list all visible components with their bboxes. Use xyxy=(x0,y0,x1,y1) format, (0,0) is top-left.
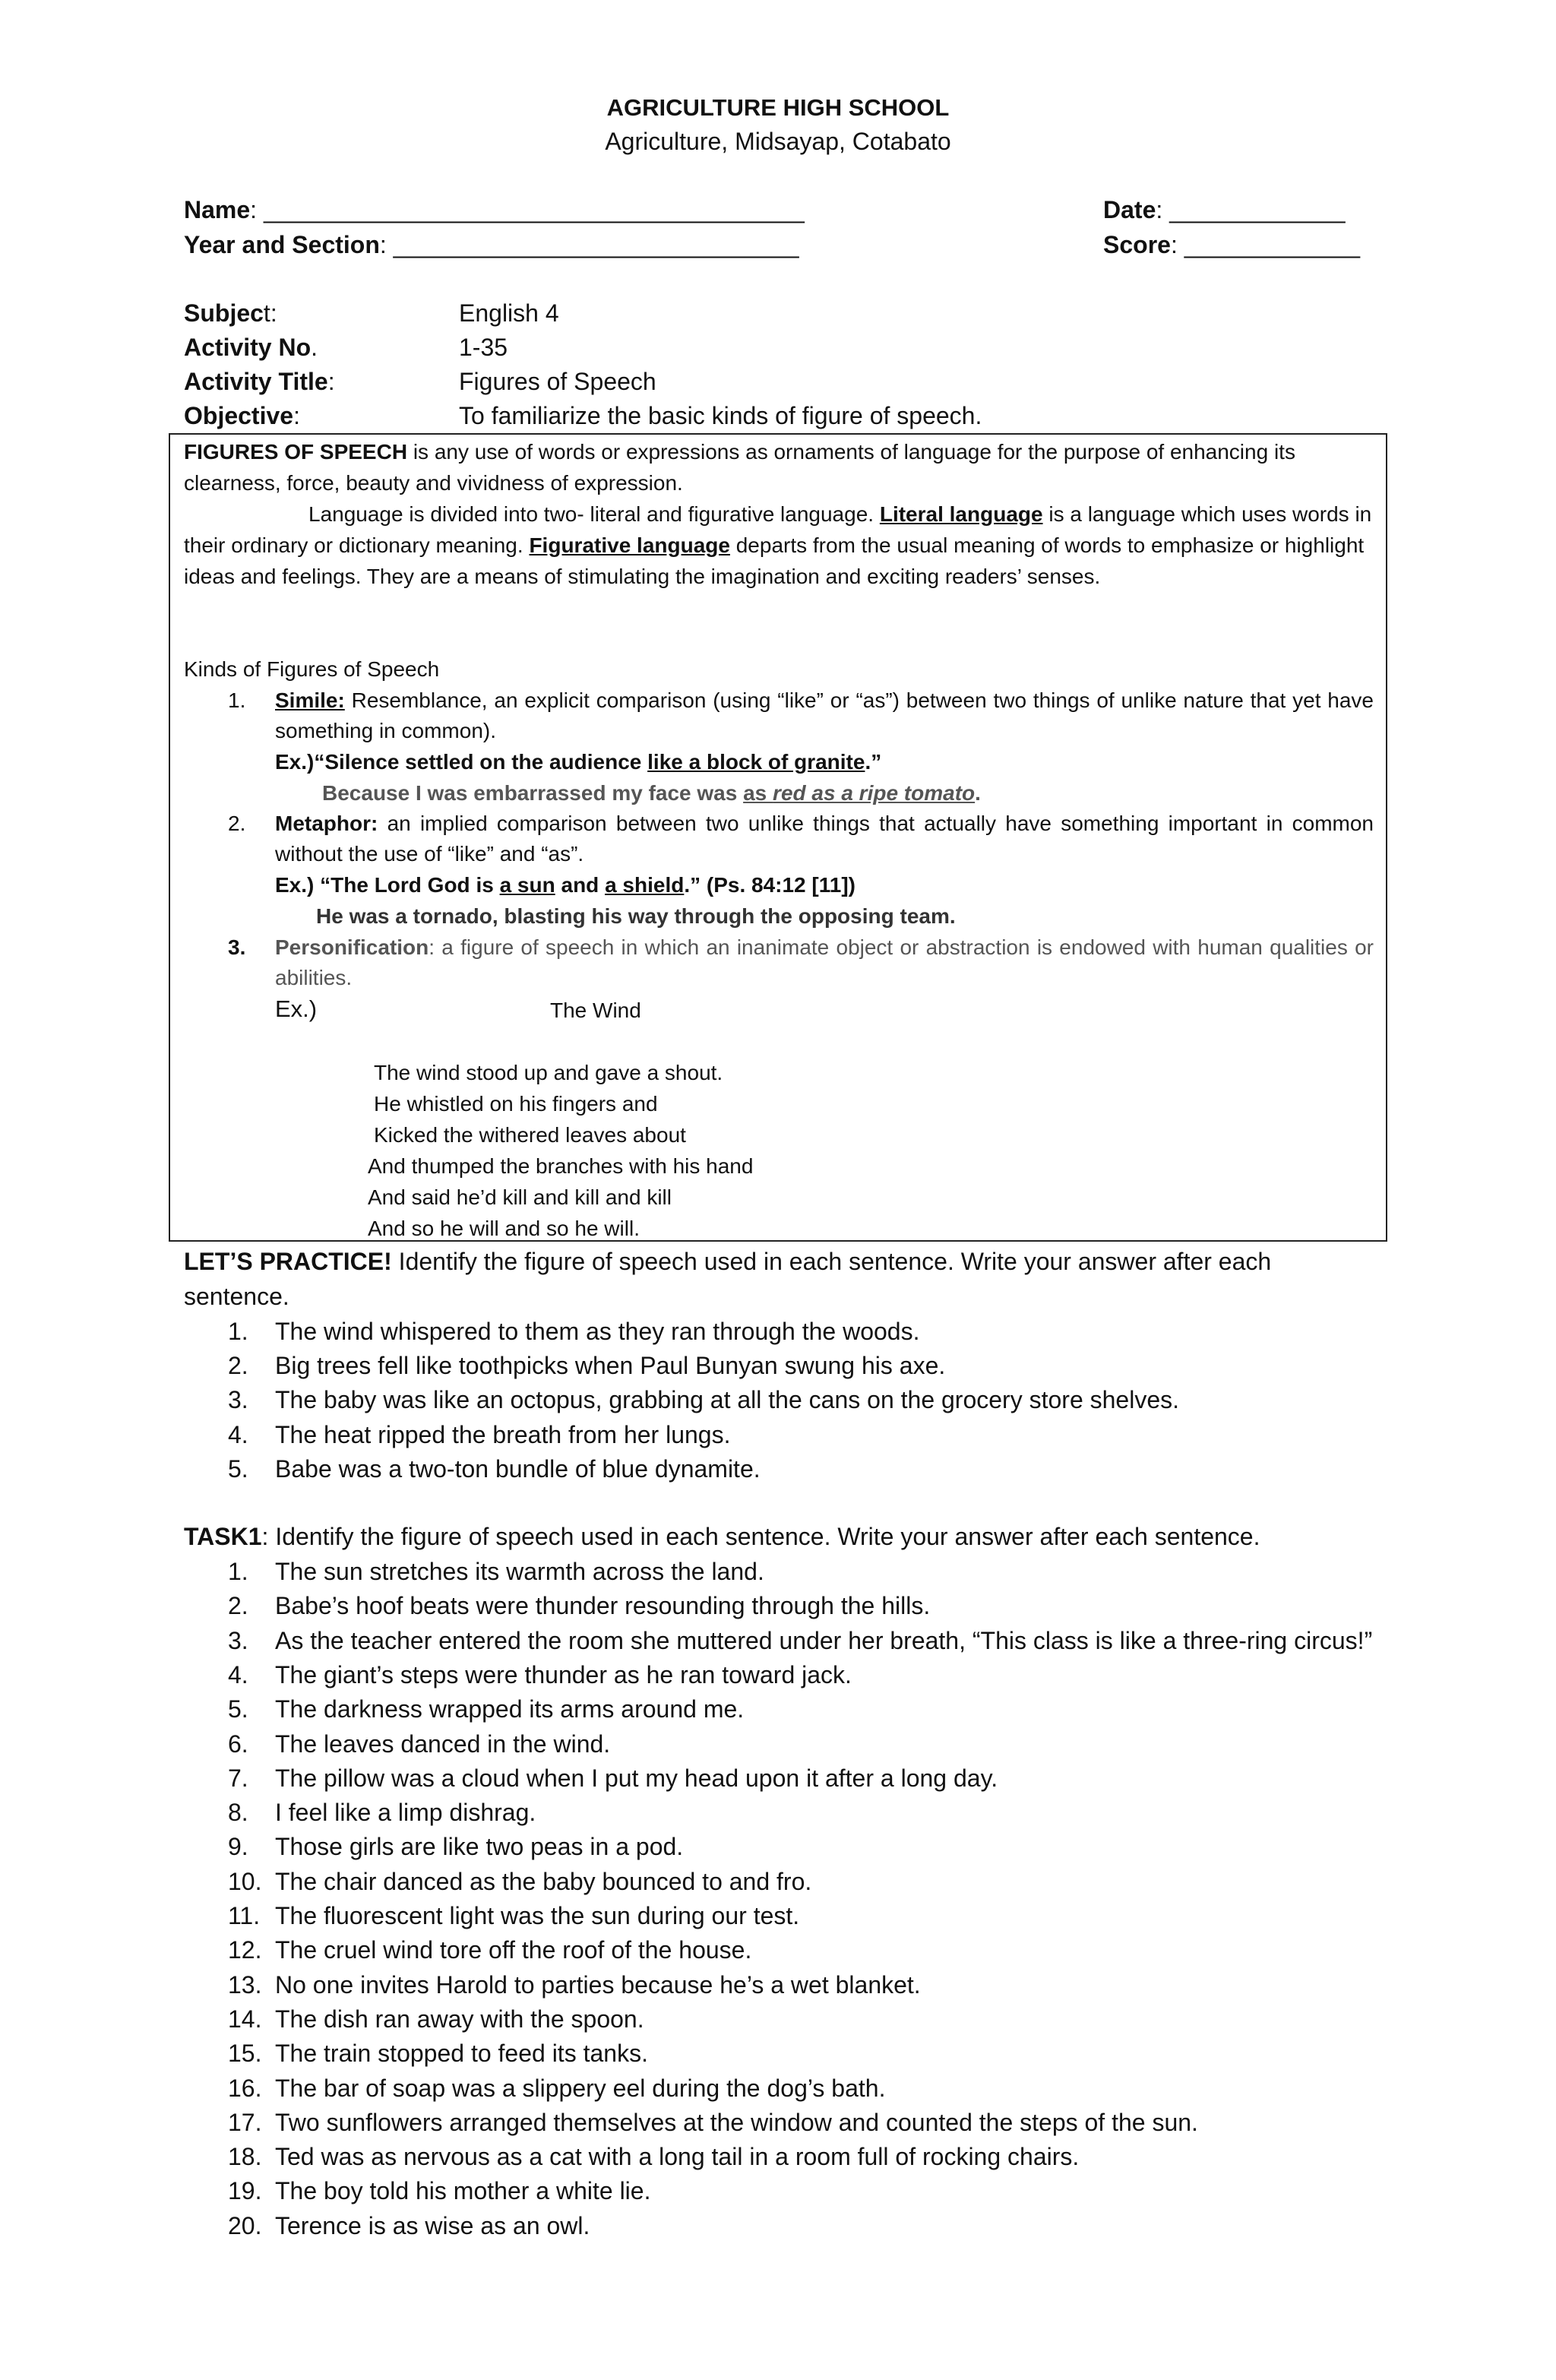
subject-label: Subject: xyxy=(184,299,277,327)
list-item-text: Terence is as wise as an owl. xyxy=(275,2211,590,2239)
score-label: Score xyxy=(1103,231,1171,258)
poem-line: And thumped the branches with his hand xyxy=(368,1154,754,1178)
list-item-text: The sun stretches its warmth across the land. xyxy=(275,1558,764,1585)
poem-line: And said he’d kill and kill and kill xyxy=(368,1185,672,1209)
list-item-text: Those girls are like two peas in a pod. xyxy=(275,1833,684,1861)
list-item-number: 15. xyxy=(228,2040,262,2068)
poem-title: The Wind xyxy=(550,999,641,1022)
list-item-number: 1. xyxy=(228,1318,248,1345)
practice-instruction-cont: sentence. xyxy=(184,1283,289,1310)
list-item-number: 19. xyxy=(228,2177,262,2205)
list-item-number: 2. xyxy=(228,1352,248,1380)
list-item-number: 13. xyxy=(228,1970,262,1999)
list-item-text: The wind whispered to them as they ran through the woods. xyxy=(275,1318,920,1345)
task1-instruction: TASK1: Identify the figure of speech used in each sentence. Write your answer after each sentence. xyxy=(184,1523,1260,1550)
practice-instruction: LET’S PRACTICE! Identify the figure of speech used in each sentence. Write your answer after each xyxy=(184,1248,1272,1275)
poem-line: He whistled on his fingers and xyxy=(374,1092,658,1116)
practice-label: LET’S PRACTICE! xyxy=(184,1248,392,1275)
list-item-text: Ted was as nervous as a cat with a long tail in a room full of rocking chairs. xyxy=(275,2143,1080,2171)
year-section-blank: : ______________________________ xyxy=(379,231,799,258)
list-item-number: 3. xyxy=(228,1626,248,1654)
year-section-field xyxy=(184,231,799,259)
activity-title-value: Figures of Speech xyxy=(459,368,656,395)
poem-line: And so he will and so he will. xyxy=(368,1217,640,1240)
list-item-number: 10. xyxy=(228,1867,262,1895)
task1-label: TASK1 xyxy=(184,1523,262,1550)
list-item-text: The baby was like an octopus, grabbing at all the cans on the grocery store shelves. xyxy=(275,1386,1180,1414)
list-item-text: The dish ran away with the spoon. xyxy=(275,2005,644,2033)
date-field xyxy=(1103,196,1346,224)
personification-definition: Personification: a figure of speech in which an inanimate object or abstraction is endowed with human qualities or abilities. xyxy=(275,935,1374,989)
list-item-number: 3. xyxy=(228,1386,248,1414)
simile-example-1: Ex.)“Silence settled on the audience like a block of granite.” xyxy=(275,750,882,774)
list-item-number: 14. xyxy=(228,2005,262,2033)
list-item-text: As the teacher entered the room she muttered under her breath, “This class is like a three-ring circus!” xyxy=(275,1626,1373,1654)
metaphor-number: 2. xyxy=(228,812,246,835)
poem-line: Kicked the withered leaves about xyxy=(374,1123,686,1147)
list-item-text: The train stopped to feed its tanks. xyxy=(275,2040,648,2068)
figurative-language-term: Figurative language xyxy=(529,533,730,557)
list-item-text: I feel like a limp dishrag. xyxy=(275,1799,536,1827)
kinds-heading: Kinds of Figures of Speech xyxy=(184,657,440,681)
list-item-text: The darkness wrapped its arms around me. xyxy=(275,1695,745,1723)
list-item-number: 5. xyxy=(228,1454,248,1483)
school-name: AGRICULTURE HIGH SCHOOL xyxy=(606,94,950,121)
name-label: Name xyxy=(184,196,251,223)
list-item-number: 16. xyxy=(228,2074,262,2102)
subject-value: English 4 xyxy=(459,299,559,327)
simile-definition: Simile: Resemblance, an explicit comparison (using “like” or “as”) between two things of unlike nature that yet have something in common). xyxy=(275,688,1374,742)
personification-number: 3. xyxy=(228,935,246,959)
list-item-number: 20. xyxy=(228,2211,262,2239)
activity-no-value: 1-35 xyxy=(459,334,508,361)
list-item-text: Babe was a two-ton bundle of blue dynamite. xyxy=(275,1454,761,1483)
metaphor-term: Metaphor: xyxy=(275,812,378,835)
list-item-text: The leaves danced in the wind. xyxy=(275,1730,611,1758)
list-item-text: The giant’s steps were thunder as he ran toward jack. xyxy=(275,1660,852,1688)
list-item-text: The boy told his mother a white lie. xyxy=(275,2177,651,2205)
objective-value: To familiarize the basic kinds of figure of speech. xyxy=(459,402,982,429)
score-blank: : _____________ xyxy=(1170,231,1361,258)
list-item-number: 8. xyxy=(228,1799,248,1827)
list-item-text: No one invites Harold to parties because he’s a wet blanket. xyxy=(275,1970,921,1999)
score-field xyxy=(1103,231,1360,259)
list-item-text: The chair danced as the baby bounced to and fro. xyxy=(275,1867,812,1895)
intro-paragraph: FIGURES OF SPEECH is any use of words or expressions as ornaments of language for the purpose of enhancing its clearness, force, beauty and vividness of expression. xyxy=(184,440,1295,495)
name-field xyxy=(184,196,805,224)
list-item-text: The bar of soap was a slippery eel during the dog’s bath. xyxy=(275,2074,886,2102)
list-item-text: The pillow was a cloud when I put my head upon it after a long day. xyxy=(275,1764,998,1792)
name-blank: : ________________________________________ xyxy=(250,196,805,223)
list-item-text: Two sunflowers arranged themselves at the window and counted the steps of the sun. xyxy=(275,2108,1198,2136)
list-item-text: Babe’s hoof beats were thunder resounding through the hills. xyxy=(275,1592,931,1620)
list-item-number: 11. xyxy=(228,1902,261,1929)
list-item-number: 5. xyxy=(228,1695,248,1723)
list-item-number: 6. xyxy=(228,1730,248,1758)
list-item-number: 7. xyxy=(228,1764,248,1792)
objective-label: Objective: xyxy=(184,402,300,429)
list-item-text: Big trees fell like toothpicks when Paul Bunyan swung his axe. xyxy=(275,1352,946,1380)
list-item-text: The fluorescent light was the sun during our test. xyxy=(275,1902,800,1929)
figures-of-speech-term: FIGURES OF SPEECH xyxy=(184,440,408,464)
list-item-number: 9. xyxy=(228,1833,248,1861)
metaphor-example-1: Ex.) “The Lord God is a sun and a shield.” (Ps. 84:12 [11]) xyxy=(275,873,855,897)
list-item-number: 1. xyxy=(228,1558,248,1585)
personification-example-label: Ex.) xyxy=(275,995,318,1022)
list-item-number: 4. xyxy=(228,1420,248,1448)
list-item-number: 17. xyxy=(228,2108,262,2136)
activity-title-label: Activity Title: xyxy=(184,368,335,395)
list-item-number: 2. xyxy=(228,1592,248,1620)
list-item-number: 4. xyxy=(228,1660,248,1688)
activity-no-label: Activity No. xyxy=(184,334,318,361)
date-blank: : _____________ xyxy=(1156,196,1346,223)
poem-line: The wind stood up and gave a shout. xyxy=(374,1061,723,1084)
year-section-label: Year and Section xyxy=(184,231,380,258)
date-label: Date xyxy=(1103,196,1156,223)
language-paragraph: Language is divided into two- literal and figurative language. Literal language is a language which uses words in their ordinary or dictionary meaning. Figurative language departs from the usual meaning of words to emphasize or highlight ideas and feelings. They are a means of stimulating the imagination and exciting readers’ senses. xyxy=(184,502,1372,588)
metaphor-definition: Metaphor: an implied comparison between two unlike things that actually have something important in common without the use of “like” and “as”. xyxy=(275,812,1374,866)
simile-example-2: Because I was embarrassed my face was as red as a ripe tomato. xyxy=(322,781,981,805)
metaphor-example-2: He was a tornado, blasting his way through the opposing team. xyxy=(316,904,956,928)
simile-term: Simile: xyxy=(275,688,345,712)
list-item-text: The heat ripped the breath from her lungs. xyxy=(275,1420,731,1448)
personification-term: Personification xyxy=(275,935,429,959)
simile-number: 1. xyxy=(228,688,246,712)
list-item-number: 12. xyxy=(228,1936,262,1964)
literal-language-term: Literal language xyxy=(879,502,1043,526)
school-address: Agriculture, Midsayap, Cotabato xyxy=(605,128,951,155)
list-item-text: The cruel wind tore off the roof of the house. xyxy=(275,1936,752,1964)
list-item-number: 18. xyxy=(228,2143,262,2171)
